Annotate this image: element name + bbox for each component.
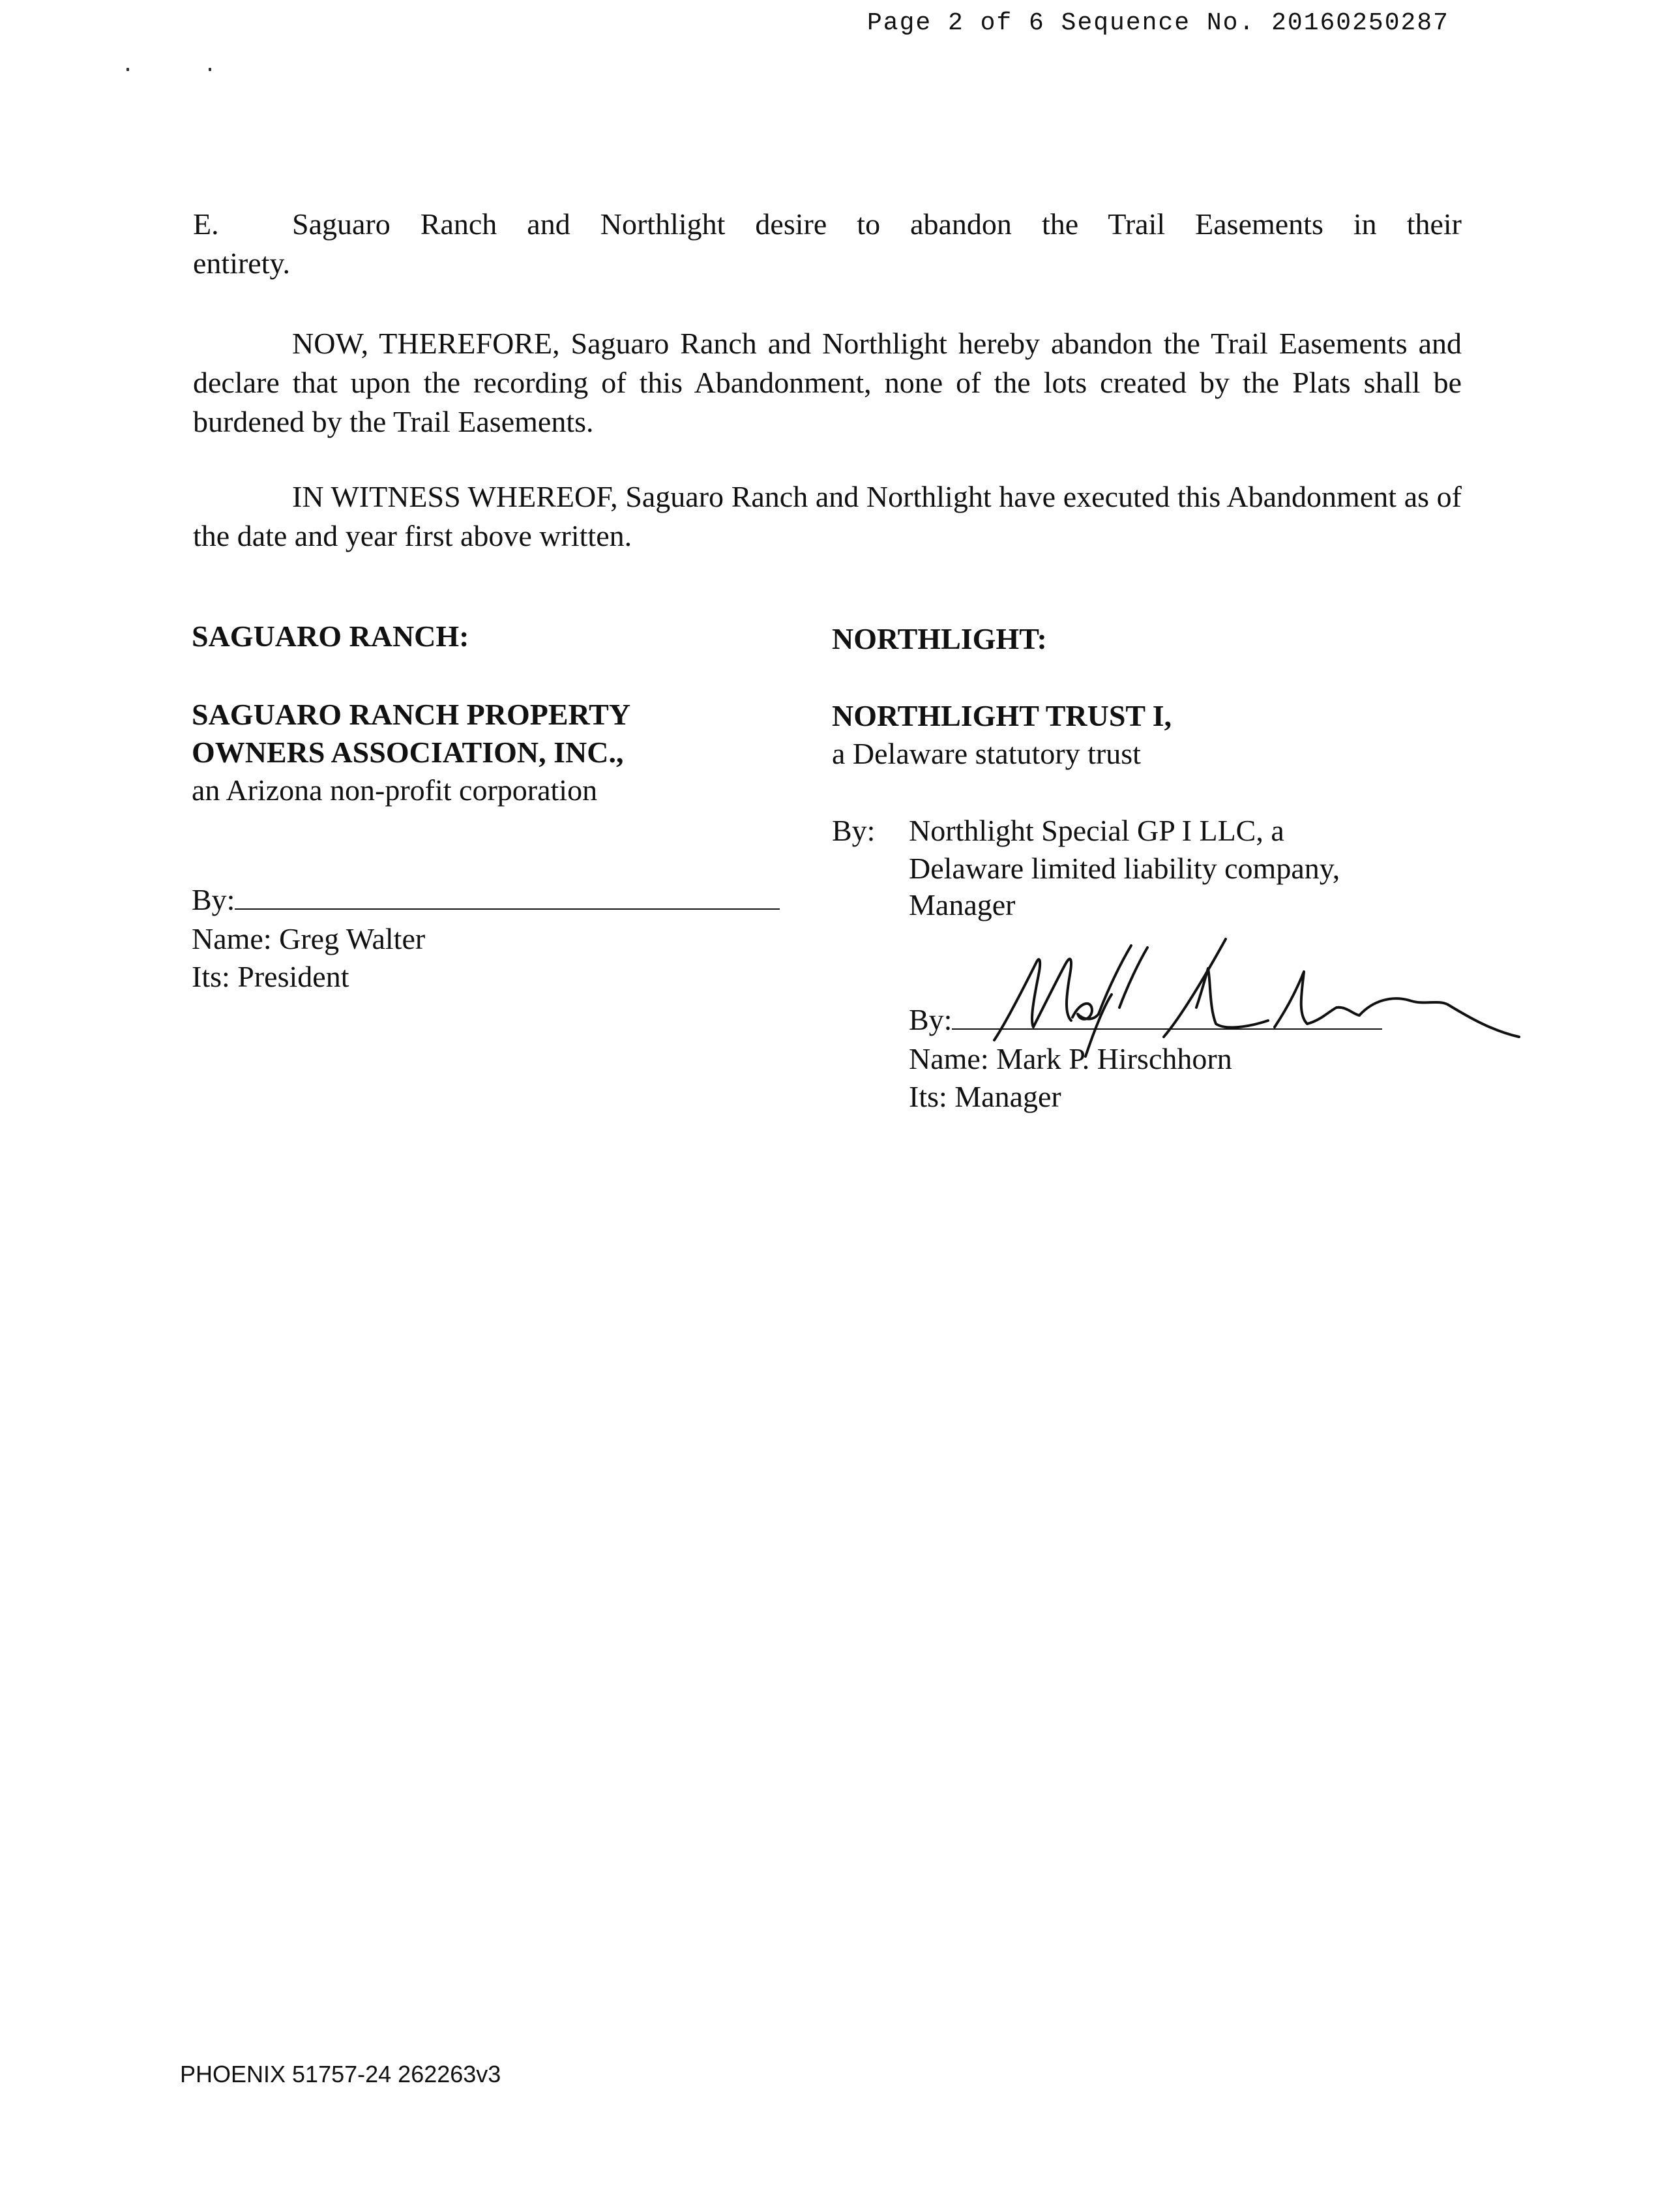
paragraph-e-line2: entirety. xyxy=(193,247,291,280)
northlight-signer-title: Its: Manager xyxy=(909,1080,1061,1113)
document-id-footer: PHOENIX 51757-24 262263v3 xyxy=(180,2061,501,2087)
saguaro-signer-name: Name: Greg Walter xyxy=(192,922,426,955)
saguaro-ranch-heading: SAGUARO RANCH: xyxy=(192,620,469,653)
scan-speck xyxy=(209,68,211,71)
northlight-signer-name: Name: Mark P. Hirschhorn xyxy=(909,1042,1232,1075)
northlight-entity-description: a Delaware statutory trust xyxy=(832,737,1141,770)
saguaro-signature-blank xyxy=(235,882,780,910)
northlight-manager-line2: Delaware limited liability company, xyxy=(909,852,1340,885)
northlight-entity-line1: NORTHLIGHT TRUST I, xyxy=(832,699,1172,732)
paragraph-now-therefore: NOW, THEREFORE, Saguaro Ranch and Northlight hereby abandon the Trail Easements and declare that upon the recording of this Abandonment, none of the lots created by the Plats shall be burdened by the Trail Easements. xyxy=(193,327,1462,438)
northlight-manager-line3: Manager xyxy=(909,888,1016,921)
northlight-manager-line1: Northlight Special GP I LLC, a xyxy=(909,814,1284,847)
saguaro-entity-description: an Arizona non-profit corporation xyxy=(192,773,598,807)
scan-speck xyxy=(126,68,129,71)
saguaro-entity-line2: OWNERS ASSOCIATION, INC., xyxy=(192,736,624,769)
saguaro-signer-title: Its: President xyxy=(192,960,349,993)
paragraph-in-witness: IN WITNESS WHEREOF, Saguaro Ranch and Northlight have executed this Abandonment as of the date and year first above written. xyxy=(193,480,1462,552)
northlight-heading: NORTHLIGHT: xyxy=(832,622,1047,655)
handwritten-signature xyxy=(968,923,1529,1066)
northlight-by2-label: By: xyxy=(909,1003,953,1036)
saguaro-entity-line1: SAGUARO RANCH PROPERTY xyxy=(192,698,631,731)
saguaro-signature-line xyxy=(192,882,780,918)
paragraph-e-line1: Saguaro Ranch and Northlight desire to abandon the Trail Easements in their xyxy=(292,207,1462,241)
saguaro-by-label: By: xyxy=(192,883,235,916)
northlight-by-label: By: xyxy=(832,814,876,847)
paragraph-e xyxy=(193,205,1462,283)
page-sequence-header: Page 2 of 6 Sequence No. 20160250287 xyxy=(867,9,1449,37)
paragraph-e-marker: E. xyxy=(193,207,219,241)
